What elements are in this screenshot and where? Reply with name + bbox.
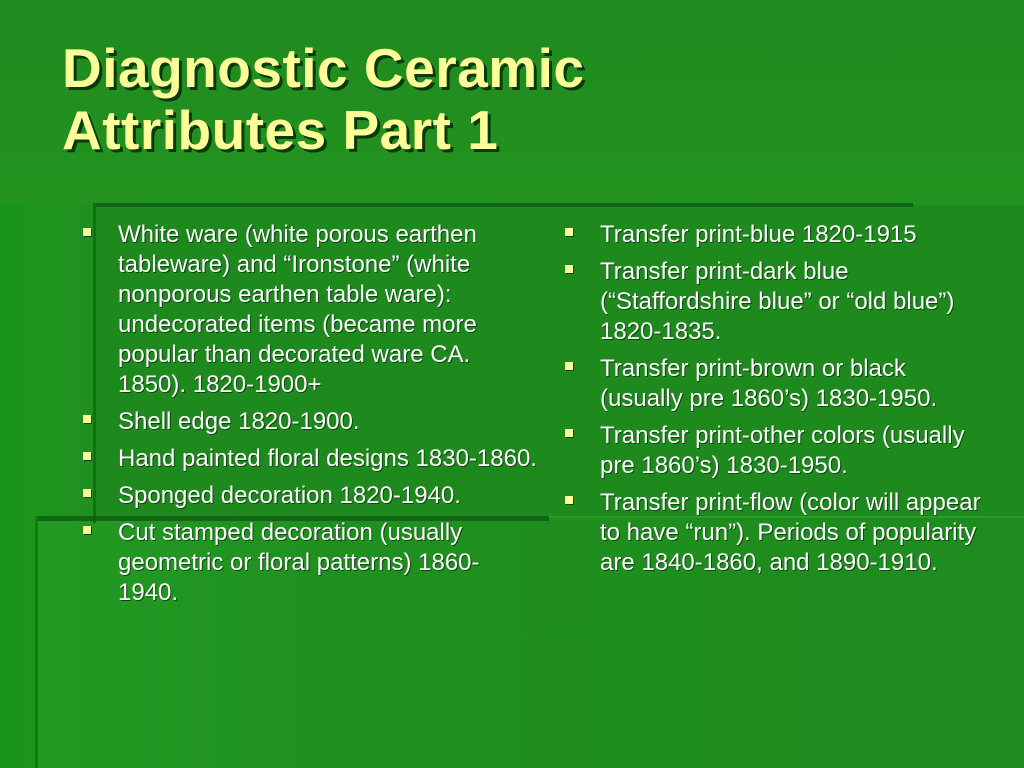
square-bullet-icon	[83, 415, 91, 423]
list-item	[82, 407, 537, 437]
list-item	[564, 421, 994, 481]
square-bullet-icon	[83, 452, 91, 460]
list-item-text: Cut stamped decoration (usually geometric or floral patterns) 1860-1940.	[118, 519, 480, 606]
list-item-text: Transfer print-other colors (usually pre 1860’s) 1830-1950.	[600, 422, 965, 479]
divider-line-top	[95, 203, 913, 207]
square-bullet-icon	[83, 489, 91, 497]
list-item-text: Transfer print-flow (color will appear to have “run”). Periods of popularity are 1840-1860, and 1890-1910.	[600, 489, 981, 576]
square-bullet-icon	[83, 228, 91, 236]
list-item	[82, 518, 537, 608]
list-item	[82, 220, 537, 400]
slide-title	[62, 37, 962, 161]
divider-line-vertical-lower	[35, 516, 38, 768]
slide-title-line-1: Diagnostic Ceramic	[62, 37, 585, 99]
list-item	[564, 220, 994, 250]
square-bullet-icon	[83, 526, 91, 534]
left-bullet-list	[82, 220, 537, 615]
square-bullet-icon	[565, 228, 573, 236]
square-bullet-icon	[565, 265, 573, 273]
list-item	[82, 481, 537, 511]
list-item	[564, 257, 994, 347]
list-item-text: Transfer print-blue 1820-1915	[600, 221, 917, 248]
list-item	[82, 444, 537, 474]
list-item-text: Hand painted floral designs 1830-1860.	[118, 445, 537, 472]
square-bullet-icon	[565, 362, 573, 370]
list-item-text: Transfer print-dark blue (“Staffordshire blue” or “old blue”) 1820-1835.	[600, 258, 955, 345]
right-bullet-list	[564, 220, 994, 585]
square-bullet-icon	[565, 429, 573, 437]
list-item	[564, 354, 994, 414]
slide-title-line-2: Attributes Part 1	[62, 99, 499, 161]
list-item-text: Sponged decoration 1820-1940.	[118, 482, 461, 509]
square-bullet-icon	[565, 496, 573, 504]
list-item	[564, 488, 994, 578]
list-item-text: Shell edge 1820-1900.	[118, 408, 360, 435]
list-item-text: Transfer print-brown or black (usually pre 1860’s) 1830-1950.	[600, 355, 938, 412]
list-item-text: White ware (white porous earthen tableware) and “Ironstone” (white nonporous earthen table ware): undecorated items (became more popular than decorated ware CA. 1850). 1820-1900+	[118, 221, 477, 398]
